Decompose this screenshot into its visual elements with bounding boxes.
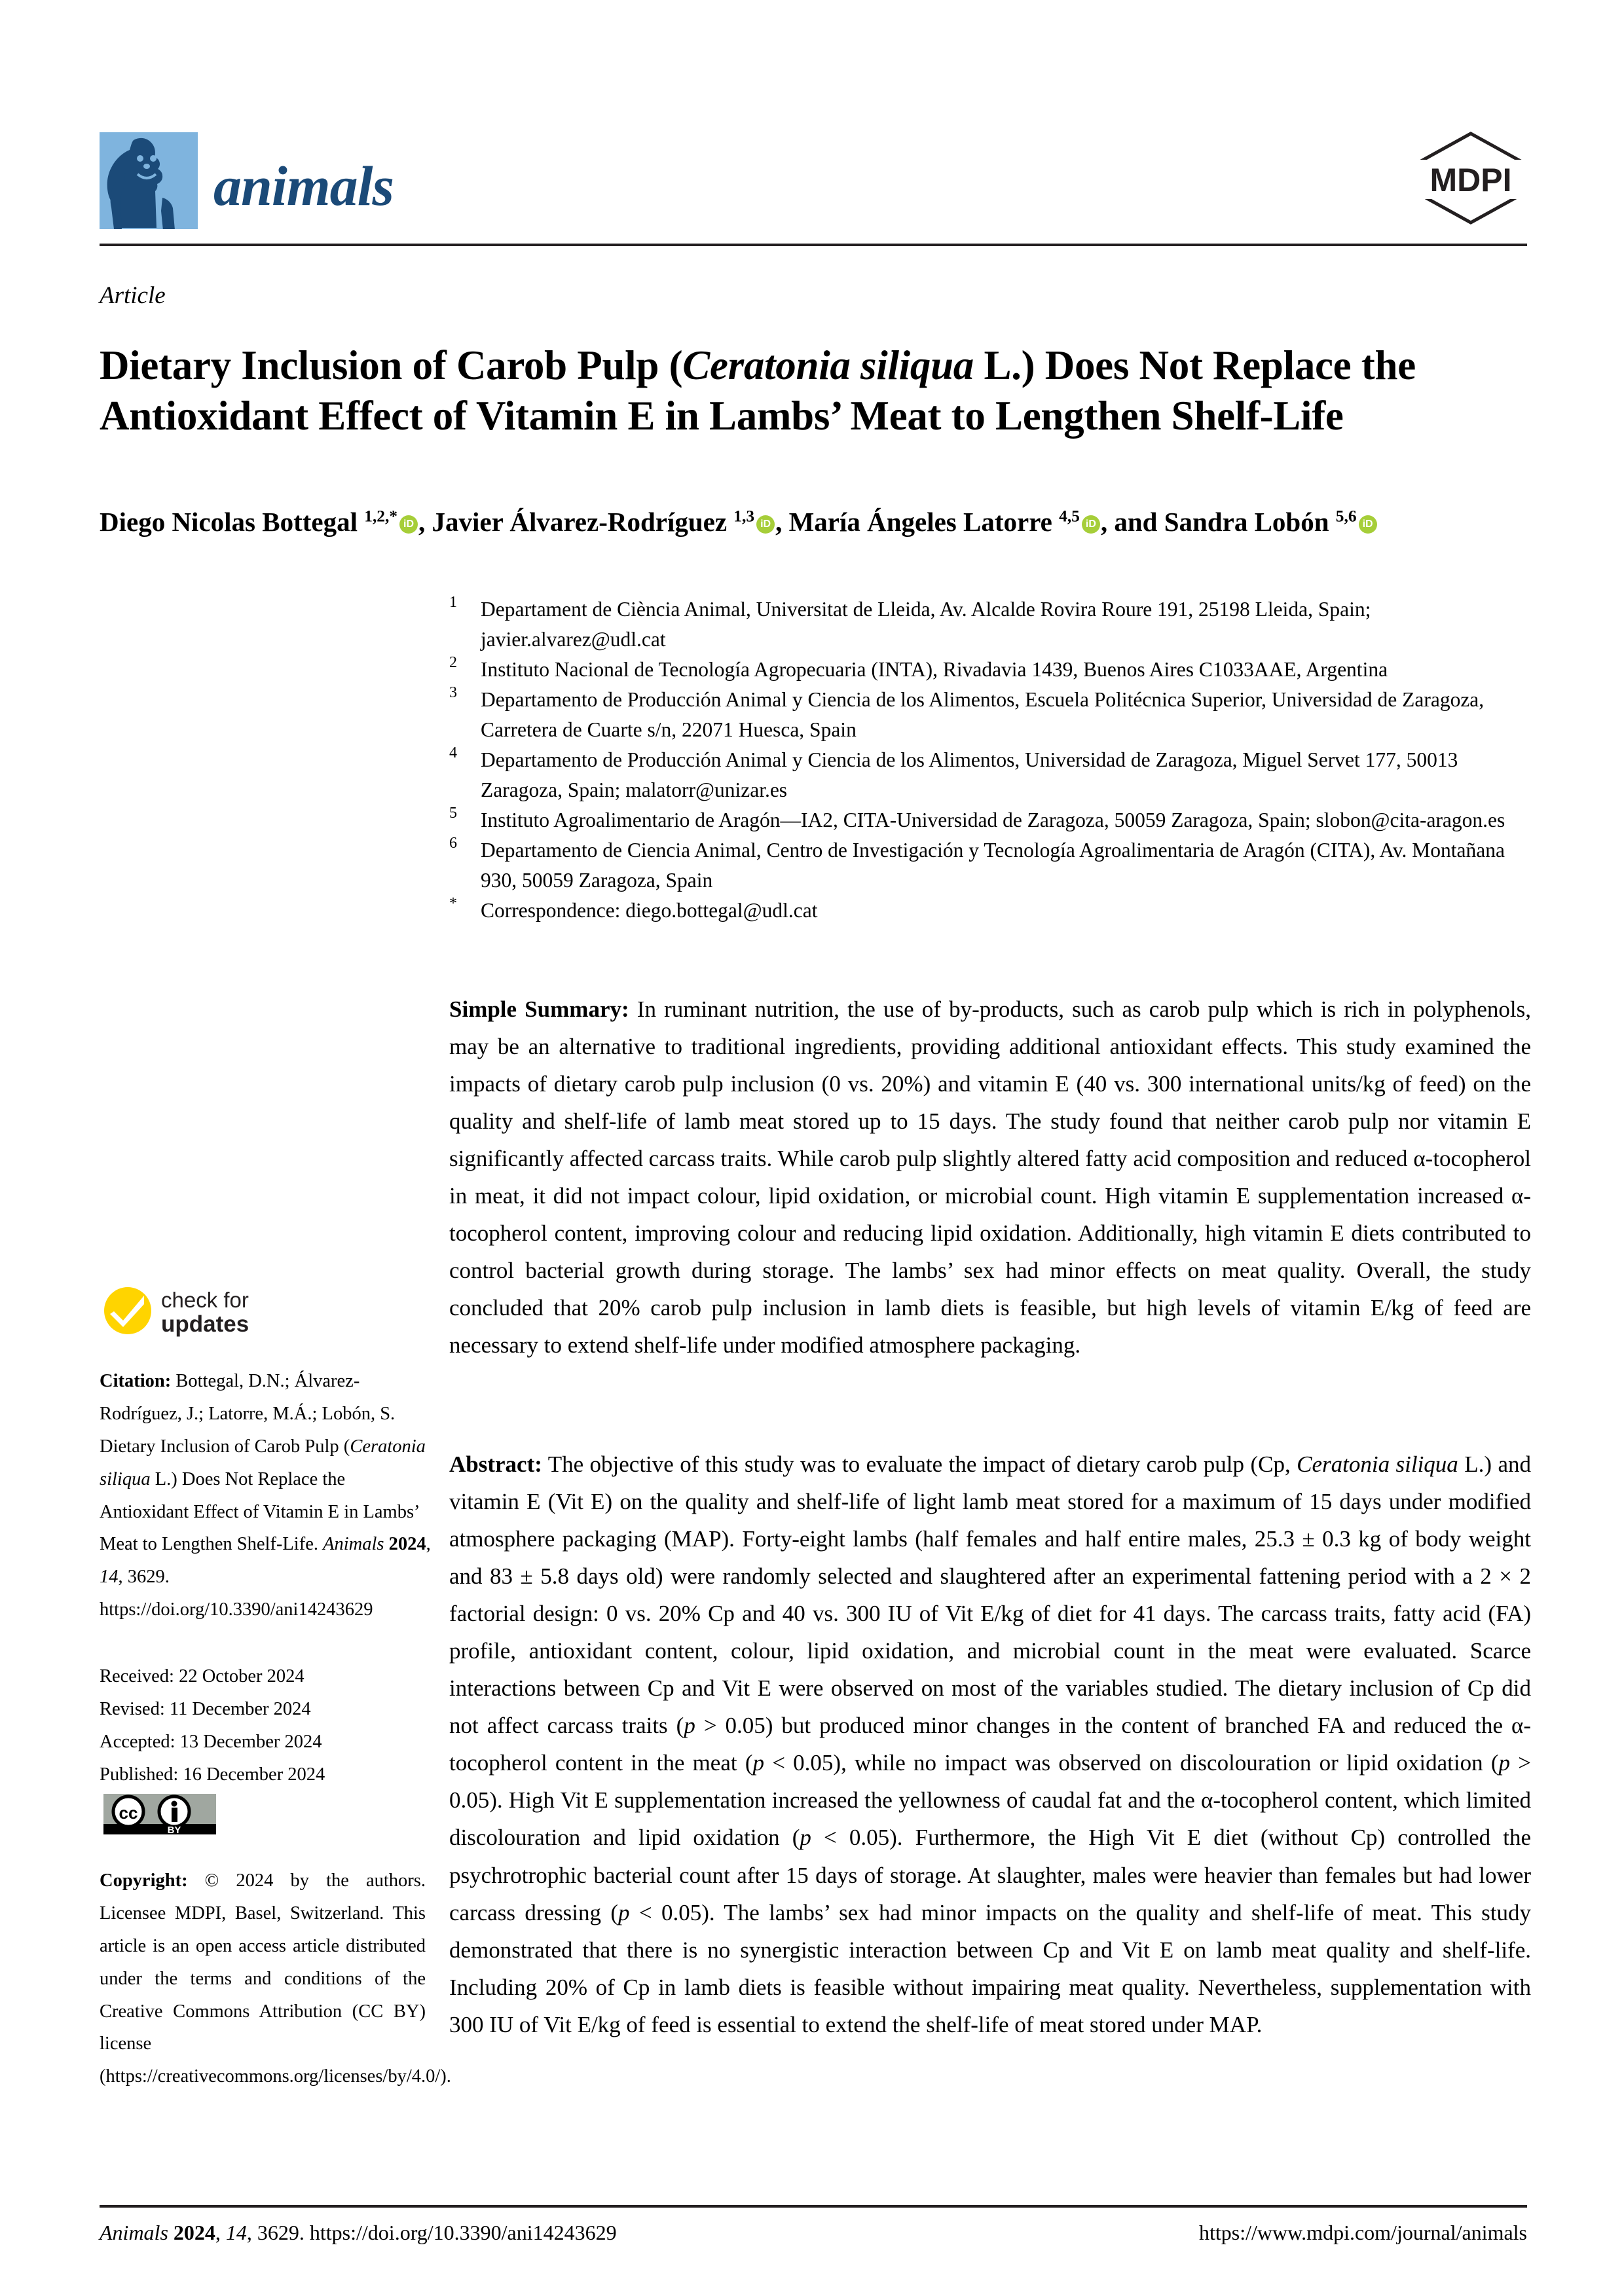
header-divider bbox=[100, 244, 1527, 246]
citation-label: Citation: bbox=[100, 1371, 172, 1391]
affiliation-row bbox=[449, 835, 1528, 896]
author-name: Diego Nicolas Bottegal bbox=[100, 507, 365, 537]
creative-commons-by-icon[interactable] bbox=[103, 1794, 216, 1834]
masthead bbox=[100, 128, 1527, 227]
citation-journal: Animals bbox=[323, 1534, 384, 1555]
citation-year: 2024 bbox=[388, 1534, 426, 1555]
copyright-block bbox=[100, 1865, 451, 2093]
abstract-text-3: > 0.05) but produced minor changes in the content of branched FA and reduced the α-tocopherol content in the meat ( bbox=[449, 1713, 1532, 1776]
title-text: Dietary Inclusion of Carob Pulp ( bbox=[100, 342, 683, 389]
affiliation-marker: 5 bbox=[449, 804, 457, 822]
crossmark-line1: check for bbox=[161, 1288, 249, 1312]
footer-journal-url[interactable]: https://www.mdpi.com/journal/animals bbox=[1199, 2221, 1527, 2244]
orcid-icon[interactable] bbox=[1359, 515, 1377, 534]
footer-article-number: 3629 bbox=[257, 2221, 299, 2244]
abstract-text-4: < 0.05), while no impact was observed on discolouration or lipid oxidation ( bbox=[764, 1750, 1499, 1776]
page-footer bbox=[100, 2221, 1527, 2245]
footer-citation: Animals 2024, 14, 3629. https://doi.org/10.3390/ani14243629 bbox=[100, 2221, 617, 2244]
mdpi-logo-icon[interactable] bbox=[1414, 128, 1527, 228]
copyright-label: Copyright: bbox=[100, 1870, 188, 1891]
orcid-icon[interactable] bbox=[399, 515, 418, 534]
svg-text:BY: BY bbox=[167, 1825, 181, 1834]
citation-species: Ceratonia siliqua bbox=[100, 1436, 426, 1489]
citation-volume: 14 bbox=[100, 1567, 119, 1588]
abstract bbox=[449, 1446, 1531, 2043]
author-affiliation-marker: 5,6 bbox=[1335, 507, 1357, 526]
p-value-symbol: p bbox=[684, 1713, 695, 1739]
author-affiliation-marker: 1,2,* bbox=[364, 507, 398, 526]
affiliation-list bbox=[449, 594, 1528, 926]
footer-year: 2024 bbox=[173, 2221, 215, 2244]
p-value-symbol: p bbox=[618, 1899, 630, 1925]
affiliation-text: Departamento de Ciencia Animal, Centro de Investigación y Tecnología Agroalimentaria de Aragón (CITA), Av. Montañana 930, 50059 Zaragoza, Spain bbox=[481, 838, 1505, 892]
footer-journal: Animals bbox=[100, 2221, 168, 2244]
citation-title: L.) Does Not Replace the Antioxidant Effect of Vitamin E in Lambs’ Meat to Lengthen Shelf-Life. bbox=[100, 1468, 419, 1555]
species-name: Ceratonia siliqua bbox=[1297, 1451, 1458, 1477]
abstract-text-1: The objective of this study was to evaluate the impact of dietary carob pulp (Cp, bbox=[542, 1451, 1297, 1477]
simple-summary bbox=[449, 991, 1531, 1364]
copyright-text: © 2024 by the authors. Licensee MDPI, Basel, Switzerland. This article is an open access article distributed under the terms and conditions of the Creative Commons Attribution (CC BY) license (https://creativecommons.org/licenses/by/4.0/). bbox=[100, 1870, 451, 2087]
affiliation-row bbox=[449, 896, 1528, 926]
footer-divider bbox=[100, 2205, 1527, 2208]
orcid-icon[interactable] bbox=[1082, 515, 1100, 534]
affiliation-marker: 6 bbox=[449, 834, 457, 852]
author-list: Diego Nicolas Bottegal $^{1,2,*}$ iD , Javier Álvarez-Rodríguez $^{1,3}$ iD , María Ángeles Latorre $^{4,5}$ iD , and Sandra Lobón $^{5,6}$iD bbox=[100, 504, 1534, 540]
affiliation-text: Departamento de Producción Animal y Ciencia de los Alimentos, Escuela Politécnica Superior, Universidad de Zaragoza, Carretera de Cuarte s/n, 22071 Huesca, Spain bbox=[481, 687, 1485, 741]
gorilla-logo-icon bbox=[100, 132, 198, 229]
publication-date: Accepted: 13 December 2024 bbox=[100, 1731, 322, 1752]
affiliation-text: Departamento de Producción Animal y Ciencia de los Alimentos, Universidad de Zaragoza, Miguel Servet 177, 50013 Zaragoza, Spain; malatorr@unizar.es bbox=[481, 748, 1458, 801]
orcid-icon[interactable] bbox=[756, 515, 775, 534]
simple-summary-label: Simple Summary: bbox=[449, 996, 629, 1022]
affiliation-text: Instituto Agroalimentario de Aragón—IA2, CITA-Universidad de Zaragoza, 50059 Zaragoza, Spain; slobon@cita-aragon.es bbox=[481, 808, 1505, 831]
title-text: L.) Does Not Replace the Antioxidant Effect of Vitamin E in Lambs’ Meat to Lengthen Shelf-Life bbox=[100, 342, 1416, 439]
publication-date: Received: 22 October 2024 bbox=[100, 1666, 304, 1686]
author-affiliation-marker: 4,5 bbox=[1059, 507, 1080, 526]
svg-text:cc: cc bbox=[119, 1803, 138, 1823]
abstract-text-7: < 0.05). The lambs’ sex had minor impacts on the quality and shelf-life of meat. This study demonstrated that there is no synergistic interaction between Cp and Vit E on lamb meat quality and shelf-life. Including 20% of Cp in lamb diets is feasible without impairing meat quality. Nevertheless, supplementation with 300 IU of Vit E/kg of feed is essential to extend the shelf-life of meat stored under MAP. bbox=[449, 1899, 1531, 2037]
affiliation-text: Correspondence: diego.bottegal@udl.cat bbox=[481, 898, 818, 922]
affiliation-marker: * bbox=[449, 894, 457, 912]
footer-doi-link[interactable]: https://doi.org/10.3390/ani14243629 bbox=[309, 2221, 617, 2244]
affiliation-marker: 2 bbox=[449, 653, 457, 671]
author-name: Javier Álvarez-Rodríguez bbox=[432, 507, 734, 537]
affiliation-row bbox=[449, 655, 1528, 685]
affiliation-row bbox=[449, 594, 1528, 655]
citation-authors: Bottegal, D.N.; Álvarez-Rodríguez, J.; Latorre, M.Á.; Lobón, S. Dietary Inclusion of Carob Pulp ( bbox=[100, 1371, 396, 1457]
citation-doi-link[interactable]: https://doi.org/10.3390/ani14243629 bbox=[100, 1599, 373, 1620]
author-name: Sandra Lobón bbox=[1164, 507, 1336, 537]
citation-block: Citation: Bottegal, D.N.; Álvarez-Rodríguez, J.; Latorre, M.Á.; Lobón, S. Dietary Inclusion of Carob Pulp (Ceratonia siliqua L.) Does Not Replace the Antioxidant Effect of Vitamin E in Lambs’ Meat to Lengthen Shelf-Life. Animals 2024, 14, 3629. https://doi.org/10.3390/ani14243629 bbox=[100, 1371, 431, 1620]
page-title bbox=[100, 340, 1527, 441]
citation-article-number: 3629 bbox=[127, 1567, 165, 1588]
p-value-symbol: p bbox=[800, 1825, 811, 1851]
affiliation-marker: 1 bbox=[449, 594, 457, 611]
affiliation-marker: 3 bbox=[449, 683, 457, 701]
affiliation-row bbox=[449, 685, 1528, 745]
journal-logo[interactable] bbox=[100, 132, 394, 229]
simple-summary-body: In ruminant nutrition, the use of by-products, such as carob pulp which is rich in polyphenols, may be an alternative to traditional ingredients, providing additional antioxidant effects. This study examined the impacts of dietary carob pulp inclusion (0 vs. 20%) and vitamin E (40 vs. 300 international units/kg of feed) on the quality and shelf-life of lamb meat stored up to 15 days. The study found that neither carob pulp nor vitamin E significantly affected carcass traits. While carob pulp slightly altered fatty acid composition and reduced α-tocopherol in meat, it did not impact colour, lipid oxidation, or microbial count. High vitamin E supplementation increased α-tocopherol content, improving colour and reducing lipid oxidation. Additionally, high vitamin E diets contributed to control bacterial growth during storage. The lambs’ sex had minor effects on meat quality. Overall, the study concluded that 20% carob pulp inclusion in lamb diets is feasible, but high levels of vitamin E/kg of feed are necessary to extend shelf-life under modified atmosphere packaging. bbox=[449, 996, 1531, 1358]
publication-date: Revised: 11 December 2024 bbox=[100, 1698, 311, 1719]
affiliation-row bbox=[449, 805, 1528, 835]
p-value-symbol: p bbox=[752, 1750, 764, 1776]
abstract-label: Abstract: bbox=[449, 1451, 542, 1477]
abstract-text-2: L.) and vitamin E (Vit E) on the quality and shelf-life of light lamb meat stored for a maximum of 15 days under modified atmosphere packaging (MAP). Forty-eight lambs (half females and half entire males, 25.3 ± 0.3 kg of body weight and 83 ± 5.8 days old) were randomly selected and slaughtered after an experimental fattening period with a 2 × 2 factorial design: 0 vs. 20% Cp and 40 vs. 300 IU of Vit E/kg of diet for 41 days. The carcass traits, fatty acid (FA) profile, antioxidant content, colour, lipid oxidation, and microbial count in the meat were evaluated. Scarce interactions between Cp and Vit E were observed on most of the variables studied. The dietary inclusion of Cp did not affect carcass traits ( bbox=[449, 1451, 1531, 1739]
journal-name: animals bbox=[213, 155, 394, 217]
svg-text:MDPI: MDPI bbox=[1430, 162, 1512, 198]
title-species: Ceratonia siliqua bbox=[682, 342, 974, 389]
affiliation-text: Instituto Nacional de Tecnología Agropecuaria (INTA), Rivadavia 1439, Buenos Aires C1033AAE, Argentina bbox=[481, 657, 1388, 681]
abstract-text-6: < 0.05). Furthermore, the High Vit E diet (without Cp) controlled the psychrotrophic bacterial count after 15 days of storage. At slaughter, males were heavier than females but had lower carcass dressing ( bbox=[449, 1825, 1532, 1925]
author-name: María Ángeles Latorre bbox=[788, 507, 1060, 537]
crossmark-badge[interactable] bbox=[103, 1286, 300, 1340]
footer-volume: 14 bbox=[225, 2221, 247, 2244]
article-type-label: Article bbox=[100, 282, 166, 309]
crossmark-line2: updates bbox=[161, 1311, 249, 1337]
abstract-text-5: > 0.05). High Vit E supplementation increased the yellowness of caudal fat and the α-tocopherol content, which limited discolouration and lipid oxidation ( bbox=[449, 1750, 1531, 1851]
publication-date: Published: 16 December 2024 bbox=[100, 1764, 325, 1785]
affiliation-marker: 4 bbox=[449, 744, 457, 761]
affiliation-text: Departament de Ciència Animal, Universitat de Lleida, Av. Alcalde Rovira Roure 191, 25198 Lleida, Spain; javier.alvarez@udl.cat bbox=[481, 598, 1371, 651]
publication-dates bbox=[100, 1660, 434, 1791]
author-affiliation-marker: 1,3 bbox=[733, 507, 755, 526]
check-mark-icon bbox=[103, 1286, 152, 1335]
affiliation-row bbox=[449, 745, 1528, 805]
p-value-symbol: p bbox=[1498, 1750, 1511, 1776]
